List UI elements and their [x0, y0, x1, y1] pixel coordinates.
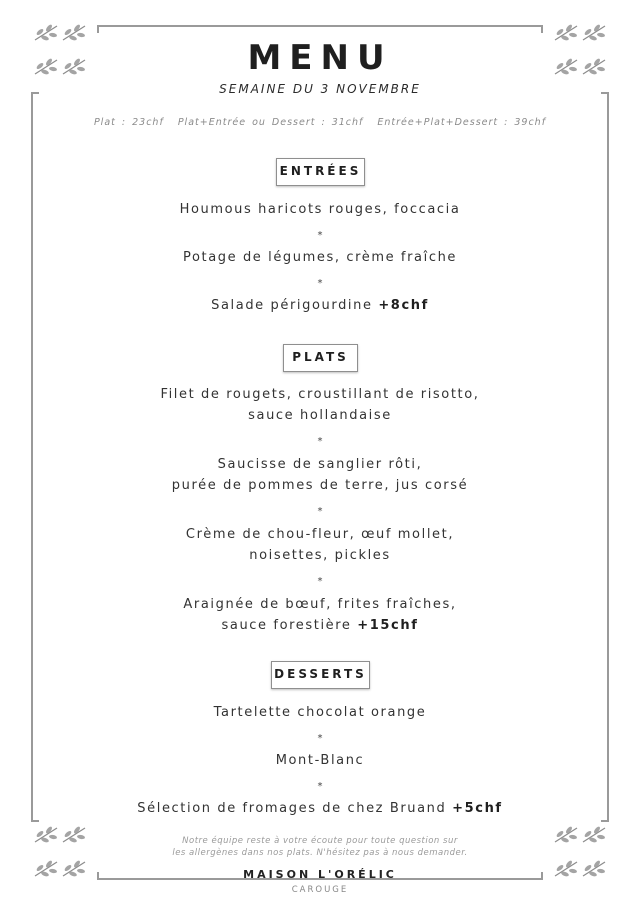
menu-item-name: Salade périgourdine [211, 298, 373, 313]
supplement-price: +5chf [452, 801, 503, 816]
item-separator: * [317, 436, 323, 447]
price-plat-entree-or-dessert: Plat+Entrée ou Dessert : 31chf [177, 117, 364, 128]
section-header-plats: PLATS [283, 344, 358, 372]
price-line [0, 117, 640, 128]
supplement-price: +8chf [378, 298, 429, 313]
restaurant-city: CAROUGE [291, 885, 349, 895]
supplement-price: +15chf [357, 618, 419, 633]
menu-item-line [0, 618, 640, 633]
allergen-note: Notre équipe reste à votre écoute pour toute question sur [182, 836, 458, 846]
restaurant-name: MAISON L'ORÉLIC [243, 868, 397, 881]
menu-item-name: Sélection de fromages de chez Bruand [137, 801, 447, 816]
item-separator: * [317, 278, 323, 289]
menu-item [0, 801, 640, 816]
menu-item [0, 298, 640, 313]
menu-item-line: purée de pommes de terre, jus corsé [171, 478, 469, 493]
menu-item: Mont-Blanc [275, 753, 365, 768]
menu-item-line: Araignée de bœuf, frites fraîches, [183, 597, 457, 612]
price-plat: Plat : 23chf [93, 117, 164, 128]
item-separator: * [317, 230, 323, 241]
menu-item-line: Saucisse de sanglier rôti, [217, 457, 423, 472]
item-separator: * [317, 576, 323, 587]
menu-item-line: noisettes, pickles [249, 548, 391, 563]
section-header-desserts: DESSERTS [271, 661, 370, 689]
menu-item-name: sauce forestière [221, 618, 352, 633]
menu-subtitle: SEMAINE DU 3 NOVEMBRE [219, 82, 421, 96]
item-separator: * [317, 733, 323, 744]
section-header-entrees: ENTRÉES [276, 158, 365, 186]
price-full-menu: Entrée+Plat+Dessert : 39chf [377, 117, 547, 128]
frame-top-line [97, 25, 543, 33]
menu-item-line: Filet de rougets, croustillant de risotto, [160, 387, 480, 402]
allergen-note: les allergènes dans nos plats. N'hésitez pas à nous demander. [172, 848, 468, 858]
menu-item-line: sauce hollandaise [248, 408, 392, 423]
menu-item: Potage de légumes, crème fraîche [182, 250, 458, 265]
item-separator: * [317, 506, 323, 517]
menu-item-line: Crème de chou-fleur, œuf mollet, [185, 527, 455, 542]
menu-item: Tartelette chocolat orange [213, 705, 427, 720]
item-separator: * [317, 781, 323, 792]
menu-title: MENU [247, 38, 393, 78]
menu-item: Houmous haricots rouges, foccacia [179, 202, 461, 217]
